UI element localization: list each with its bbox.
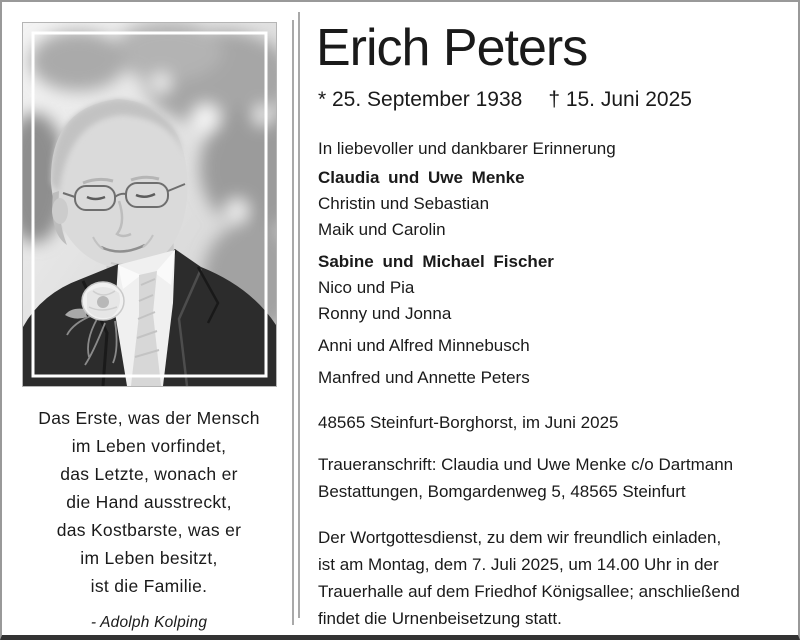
deceased-name: Erich Peters bbox=[316, 19, 588, 77]
quote-line: im Leben vorfindet, bbox=[71, 436, 227, 456]
mourner-line: Maik und Carolin bbox=[318, 220, 446, 239]
service-announcement bbox=[318, 524, 740, 632]
memorial-portrait-photo bbox=[22, 22, 277, 387]
quote-line: im Leben besitzt, bbox=[80, 548, 218, 568]
place-date-line: 48565 Steinfurt-Borghorst, im Juni 2025 bbox=[318, 413, 619, 432]
mourner-line: Manfred und Annette Peters bbox=[318, 368, 530, 387]
service-line: Der Wortgottesdienst, zu dem wir freundlich einladen, bbox=[318, 528, 722, 547]
quote-line: das Letzte, wonach er bbox=[60, 464, 238, 484]
portrait-illustration bbox=[23, 23, 276, 386]
quote-line: Das Erste, was der Mensch bbox=[38, 408, 260, 428]
quote-attribution: - Adolph Kolping bbox=[90, 614, 208, 631]
quote-line: ist die Familie. bbox=[90, 576, 208, 596]
column-divider-line bbox=[292, 20, 294, 625]
remembrance-line: In liebevoller und dankbarer Erinnerung bbox=[318, 139, 616, 158]
death-date: † 15. Juni 2025 bbox=[548, 88, 692, 111]
mourner-line: Anni und Alfred Minnebusch bbox=[318, 336, 530, 355]
column-divider-line bbox=[298, 12, 300, 618]
mourner-line: Claudia und Uwe Menke bbox=[318, 168, 525, 187]
service-line: ist am Montag, dem 7. Juli 2025, um 14.00 Uhr in der bbox=[318, 555, 719, 574]
mourner-list bbox=[318, 165, 554, 391]
mourner-line: Sabine und Michael Fischer bbox=[318, 252, 554, 271]
service-line: Trauerhalle auf dem Friedhof Königsallee; anschließend bbox=[318, 582, 740, 601]
address-line: Bestattungen, Bomgardenweg 5, 48565 Steinfurt bbox=[318, 482, 686, 501]
mourner-line: Nico und Pia bbox=[318, 278, 415, 297]
address-line: Traueranschrift: Claudia und Uwe Menke c/o Dartmann bbox=[318, 455, 734, 474]
mourning-address bbox=[318, 451, 733, 505]
mourner-line: Christin und Sebastian bbox=[318, 194, 490, 213]
quote-line: das Kostbarste, was er bbox=[56, 520, 242, 540]
mourner-line: Ronny und Jonna bbox=[318, 304, 452, 323]
life-dates bbox=[318, 88, 692, 112]
birth-date: * 25. September 1938 bbox=[318, 88, 523, 111]
memorial-quote bbox=[10, 404, 288, 637]
quote-line: die Hand ausstreckt, bbox=[66, 492, 232, 512]
service-line: findet die Urnenbeisetzung statt. bbox=[318, 609, 562, 628]
